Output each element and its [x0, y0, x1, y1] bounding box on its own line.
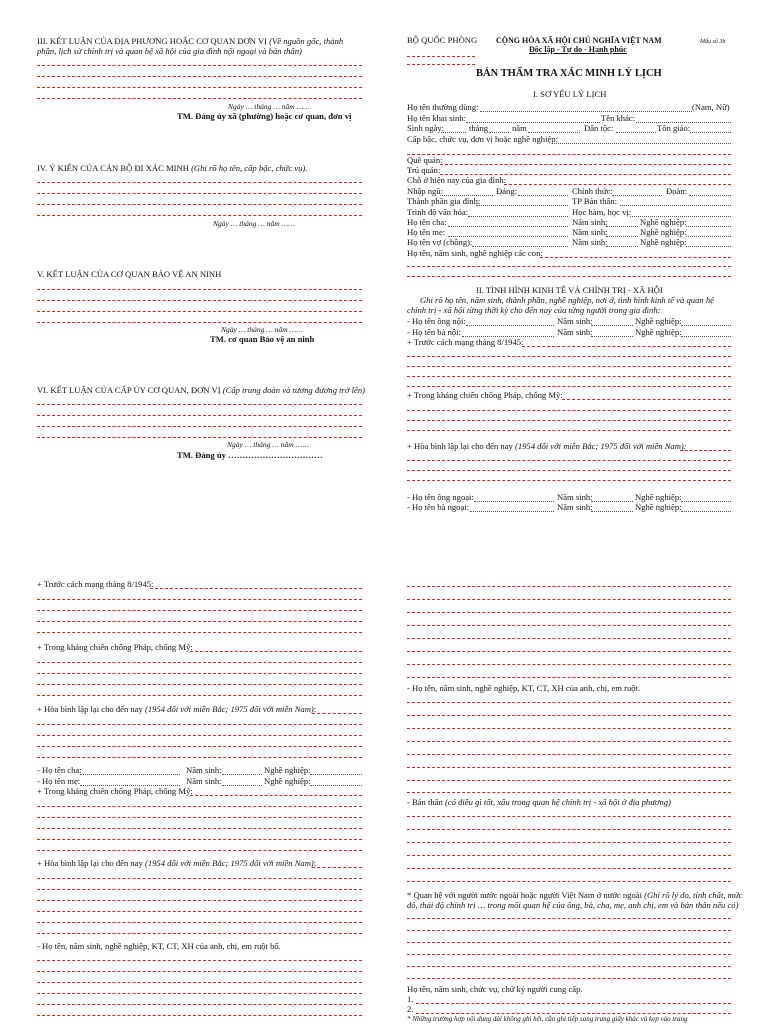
fill-line — [504, 184, 731, 185]
fill-line — [37, 300, 362, 301]
fill-line — [407, 966, 731, 967]
right-resistance: + Trong kháng chiến chống Pháp, chống Mỹ: — [407, 390, 563, 400]
fill-line — [37, 182, 362, 183]
fill-line — [468, 216, 568, 217]
fill-line — [474, 501, 554, 502]
label-maternal-grandfather: - Họ tên ông ngoại: — [407, 492, 474, 502]
fill-line — [37, 415, 362, 416]
label-pgm-job: Nghề nghiệp: — [635, 327, 682, 337]
fill-line — [37, 889, 362, 890]
fill-line — [37, 971, 362, 972]
fill-line — [37, 695, 362, 696]
left-mother: - Họ tên mẹ: — [37, 776, 81, 786]
label-spouse-birth: Năm sinh: — [572, 237, 608, 247]
fill-line — [37, 684, 362, 685]
fill-line — [407, 276, 731, 277]
fill-line — [37, 922, 362, 923]
section-6-title: VI. KẾT LUẬN CỦA CẤP ỦY CƠ QUAN, ĐƠN VỊ (Cấp trung đoàn và tương đương trở lên) — [37, 385, 365, 395]
fill-line — [681, 501, 731, 502]
section-3-note: phần, lịch sử chính trị và quan hệ xã hội của gia đình nội ngoại và bản thân) — [37, 46, 302, 56]
fill-line — [407, 470, 731, 471]
fill-line — [620, 205, 731, 206]
label-year: năm — [512, 123, 527, 133]
fill-line — [407, 792, 731, 793]
left-peace: + Hòa bình lập lại cho đến nay (1954 đối với miền Bắc; 1975 đối với miền Nam): — [37, 704, 317, 714]
fill-line — [37, 757, 362, 758]
ministry-name: BỘ QUỐC PHÒNG — [407, 35, 478, 45]
form-number: Mẫu số 3b — [700, 39, 726, 45]
section-3-signer: TM. Đảng ủy xã (phường) hoặc cơ quan, đơn vị — [177, 111, 352, 121]
fill-line — [528, 132, 580, 133]
fill-line — [407, 754, 731, 755]
fill-line — [690, 132, 731, 133]
label-pgm-birth: Năm sinh: — [557, 327, 593, 337]
section-5-title: V. KẾT LUẬN CỦA CƠ QUAN BẢO VỆ AN NINH — [37, 269, 222, 279]
fill-line — [407, 741, 731, 742]
fill-line — [606, 246, 638, 247]
left-peace-2: + Hòa bình lập lại cho đến nay (1954 đối với miền Bắc; 1975 đối với miền Nam): — [37, 858, 317, 868]
fill-line — [407, 612, 731, 613]
fill-line — [37, 828, 362, 829]
fill-line — [312, 867, 362, 868]
fill-line — [37, 98, 362, 99]
label-ethnic: Dân tộc: — [584, 123, 614, 133]
fill-line — [190, 651, 362, 652]
label-maternal-grandmother: - Họ tên bà ngoại: — [407, 502, 470, 512]
label-spouse-job: Nghề nghiệp: — [640, 237, 687, 247]
fill-line — [222, 785, 262, 786]
label-month: tháng — [469, 123, 489, 133]
fill-line — [407, 460, 731, 461]
fill-line — [407, 664, 731, 665]
fill-line — [522, 346, 731, 347]
fill-line — [37, 426, 362, 427]
label-mgf-birth: Năm sinh: — [557, 492, 593, 502]
label-party: Đảng: — [496, 186, 518, 196]
label-paternal-grandmother: - Họ tên bà nội: — [407, 327, 461, 337]
section-5-date: Ngày … tháng … năm …… — [221, 325, 303, 334]
label-mother: Họ tên mẹ: — [407, 227, 446, 237]
label-paternal-grandfather: - Họ tên ông nội: — [407, 316, 466, 326]
fill-line — [407, 366, 731, 367]
fill-line — [686, 226, 731, 227]
label-mgm-job: Nghề nghiệp: — [635, 502, 682, 512]
label-family-class: Thành phần gia đình: — [407, 196, 481, 206]
fill-line — [407, 480, 731, 481]
label-children: Họ tên, năm sinh, nghề nghiệp các con: — [407, 248, 543, 258]
fill-line — [37, 982, 362, 983]
section-1-title: I. SƠ YẾU LÝ LỊCH — [533, 89, 607, 99]
fill-line — [37, 850, 362, 851]
fill-line — [37, 87, 362, 88]
fill-line — [476, 205, 568, 206]
fill-line — [37, 878, 362, 879]
section-3-title: III. KẾT LUẬN CỦA ĐỊA PHƯƠNG HOẶC CƠ QUAN ĐƠN VỊ (Về nguồn gốc, thành — [37, 36, 344, 46]
label-gender: (Nam, Nữ) — [692, 102, 730, 112]
fill-line — [37, 1004, 362, 1005]
label-self-class: TP Bản thân: — [572, 196, 618, 206]
fill-line — [554, 143, 731, 144]
fill-line — [489, 132, 509, 133]
fill-line — [37, 933, 362, 934]
section-6-date: Ngày … tháng … năm …… — [227, 440, 309, 449]
fill-line — [37, 839, 362, 840]
label-father: Họ tên cha: — [407, 217, 447, 227]
fill-line — [37, 724, 362, 725]
fill-line — [680, 450, 731, 451]
left-mother-job: Nghề nghiệp: — [264, 776, 311, 786]
fill-line — [606, 236, 638, 237]
fill-line — [37, 960, 362, 961]
label-pgf-job: Nghề nghiệp: — [635, 316, 682, 326]
fill-line — [407, 651, 731, 652]
fill-line — [441, 132, 466, 133]
label-pgf-birth: Năm sinh: — [557, 316, 593, 326]
fill-line — [681, 336, 731, 337]
fill-line — [37, 289, 362, 290]
fill-line — [310, 774, 362, 775]
fill-line — [407, 767, 731, 768]
fill-line — [606, 226, 638, 227]
fill-line — [466, 325, 554, 326]
label-hometown: Quê quán: — [407, 155, 443, 165]
fill-line — [37, 322, 362, 323]
label-spouse: Họ tên vợ (chồng): — [407, 237, 473, 247]
nation-name: CỘNG HÒA XÃ HỘI CHỦ NGHĨA VIỆT NAM — [496, 36, 662, 45]
fill-line — [37, 735, 362, 736]
fill-line — [312, 713, 362, 714]
fill-line — [37, 204, 362, 205]
fill-line — [37, 311, 362, 312]
nation-motto: Độc lập - Tự do - Hạnh phúc — [529, 45, 627, 54]
fill-line — [591, 511, 633, 512]
fill-line — [416, 1013, 731, 1014]
label-common-name: Họ tên thường dùng: — [407, 102, 479, 112]
left-father: - Họ tên cha: — [37, 765, 82, 775]
fill-line — [37, 76, 362, 77]
fill-line — [37, 215, 362, 216]
fill-line — [407, 728, 731, 729]
label-union: Đoàn: — [666, 186, 688, 196]
fill-line — [37, 437, 362, 438]
right-peace: + Hòa bình lập lại cho đến nay (1954 đối với miền Bắc; 1975 đối với miền Nam): — [407, 441, 687, 451]
label-enlist: Nhập ngũ: — [407, 186, 444, 196]
fill-line — [407, 881, 731, 882]
right-siblings: - Họ tên, năm sinh, nghề nghiệp, KT, CT, XH của anh, chị, em ruột. — [407, 683, 641, 693]
fill-line — [591, 501, 633, 502]
fill-line — [37, 662, 362, 663]
fill-line — [37, 65, 362, 66]
fill-line — [407, 638, 731, 639]
fill-line — [407, 410, 731, 411]
right-provider: Họ tên, năm sinh, chức vụ, chữ ký người cung cấp. — [407, 984, 583, 994]
fill-line — [37, 193, 362, 194]
fill-line — [37, 900, 362, 901]
right-foreign-note: độ, thái độ chính trị … trong mối quan hệ của ông, bà, cha, mẹ, anh chị, em và bản thân nếu có) — [407, 900, 739, 910]
fill-line — [37, 1015, 362, 1016]
section-2-title: II. TÌNH HÌNH KINH TẾ VÀ CHÍNH TRỊ - XÃ HỘI — [476, 285, 663, 295]
fill-line — [407, 356, 731, 357]
label-father-job: Nghề nghiệp: — [640, 217, 687, 227]
fill-line — [407, 586, 731, 587]
fill-line — [37, 632, 362, 633]
fill-line — [540, 257, 731, 258]
footnote: * Những trường hợp nội dung dài không ghi hết, cần ghi tiếp sang trang giấy khác và kẹp vào trang — [407, 1015, 688, 1023]
label-mgm-birth: Năm sinh: — [557, 502, 593, 512]
fill-line — [407, 842, 731, 843]
fill-line — [37, 993, 362, 994]
fill-line — [689, 195, 731, 196]
fill-line — [37, 610, 362, 611]
fill-line — [37, 599, 362, 600]
label-education: Trình độ văn hóa: — [407, 207, 469, 217]
label-mother-birth: Năm sinh: — [572, 227, 608, 237]
label-family-residence: Chỗ ở hiện nay của gia đình: — [407, 175, 507, 185]
section-2-note-2: chính trị - xã hội từng thời kỳ cho đến nay của từng người trong gia đình: — [407, 305, 661, 315]
fill-line — [407, 386, 731, 387]
fill-line — [562, 399, 731, 400]
fill-line — [310, 785, 362, 786]
fill-line — [440, 164, 731, 165]
fill-line — [37, 673, 362, 674]
left-siblings: - Họ tên, năm sinh, nghề nghiệp, KT, CT, XH của anh, chị, em ruột bố. — [37, 941, 281, 951]
fill-line — [37, 404, 362, 405]
fill-line — [448, 226, 568, 227]
fill-line — [407, 918, 731, 919]
section-2-note-1: Ghi rõ họ tên, năm sinh, thành phần, nghề nghiệp, nơi ở, tình hình kinh tế và quan hệ — [420, 295, 714, 305]
fill-line — [470, 511, 554, 512]
fill-line — [407, 376, 731, 377]
fill-line — [616, 132, 656, 133]
fill-line — [591, 336, 633, 337]
left-father-job: Nghề nghiệp: — [264, 765, 311, 775]
section-4-date: Ngày … tháng … năm …… — [213, 219, 295, 228]
fill-line — [416, 1003, 731, 1004]
label-other-name: Tên khác: — [601, 113, 636, 123]
fill-line — [407, 430, 731, 431]
left-mother-birth: Năm sinh: — [186, 776, 222, 786]
fill-line — [37, 746, 362, 747]
fill-line — [407, 978, 731, 979]
fill-line — [37, 911, 362, 912]
label-mgf-job: Nghề nghiệp: — [635, 492, 682, 502]
label-dob: Sinh ngày: — [407, 123, 445, 133]
fill-line — [518, 195, 568, 196]
label-residence: Trú quán: — [407, 165, 441, 175]
fill-line — [407, 829, 731, 830]
fill-line — [591, 325, 633, 326]
section-6-signer: TM. Đảng ủy …………………………… — [177, 450, 323, 460]
section-5-signer: TM. cơ quan Bảo vệ an ninh — [210, 334, 315, 344]
left-father-birth: Năm sinh: — [186, 765, 222, 775]
left-resistance-2: + Trong kháng chiến chống Pháp, chống Mỹ: — [37, 786, 193, 796]
label-father-birth: Năm sinh: — [572, 217, 608, 227]
section-3-date: Ngày … tháng … năm …… — [228, 102, 310, 111]
fill-line — [407, 942, 731, 943]
fill-line — [407, 855, 731, 856]
left-before-1945: + Trước cách mạng tháng 8/1945: — [37, 579, 154, 589]
right-before-1945: + Trước cách mạng tháng 8/1945: — [407, 337, 524, 347]
fill-line — [407, 780, 731, 781]
form-title: BẢN THẨM TRA XÁC MINH LÝ LỊCH — [476, 68, 662, 79]
left-resistance: + Trong kháng chiến chống Pháp, chống Mỹ: — [37, 642, 193, 652]
fill-line — [222, 774, 262, 775]
fill-line — [407, 56, 475, 57]
fill-line — [407, 599, 731, 600]
fill-line — [407, 154, 731, 155]
fill-line — [407, 266, 731, 267]
fill-line — [37, 817, 362, 818]
fill-line — [407, 64, 475, 65]
label-religion: Tôn giáo: — [657, 123, 691, 133]
fill-line — [407, 954, 731, 955]
fill-line — [681, 325, 731, 326]
label-mother-job: Nghề nghiệp: — [640, 227, 687, 237]
fill-line — [407, 625, 731, 626]
label-birth-name: Họ tên khai sinh: — [407, 113, 466, 123]
provider-2: 2. — [407, 1004, 414, 1014]
fill-line — [472, 246, 568, 247]
right-foreign: * Quan hệ với người nước ngoài hoặc người Việt Nam ở nước ngoài (Ghi rõ lý do, tính chất, mức — [407, 890, 743, 900]
label-official: Chính thức: — [572, 186, 613, 196]
fill-line — [686, 246, 731, 247]
provider-1: 1. — [407, 994, 414, 1004]
section-4-title: IV. Ý KIẾN CỦA CÁN BỘ ĐI XÁC MINH (Ghi rõ họ tên, cấp bậc, chức vụ). — [37, 163, 308, 173]
fill-line — [37, 806, 362, 807]
fill-line — [150, 588, 362, 589]
fill-line — [407, 868, 731, 869]
fill-line — [37, 621, 362, 622]
fill-line — [686, 236, 731, 237]
fill-line — [80, 774, 180, 775]
label-degree: Học hàm, học vị: — [572, 207, 632, 217]
fill-line — [407, 816, 731, 817]
fill-line — [407, 420, 731, 421]
fill-line — [407, 702, 731, 703]
fill-line — [190, 795, 362, 796]
right-self: - Bản thân (có điều gì tốt, xấu trong quan hệ chính trị - xã hội ở địa phương) — [407, 797, 671, 807]
fill-line — [480, 111, 692, 112]
fill-line — [681, 511, 731, 512]
fill-line — [407, 715, 731, 716]
fill-line — [407, 930, 731, 931]
label-rank: Cấp bậc, chức vụ, đơn vị hoặc nghề nghiệp: — [407, 134, 558, 144]
fill-line — [407, 677, 731, 678]
fill-line — [612, 195, 662, 196]
